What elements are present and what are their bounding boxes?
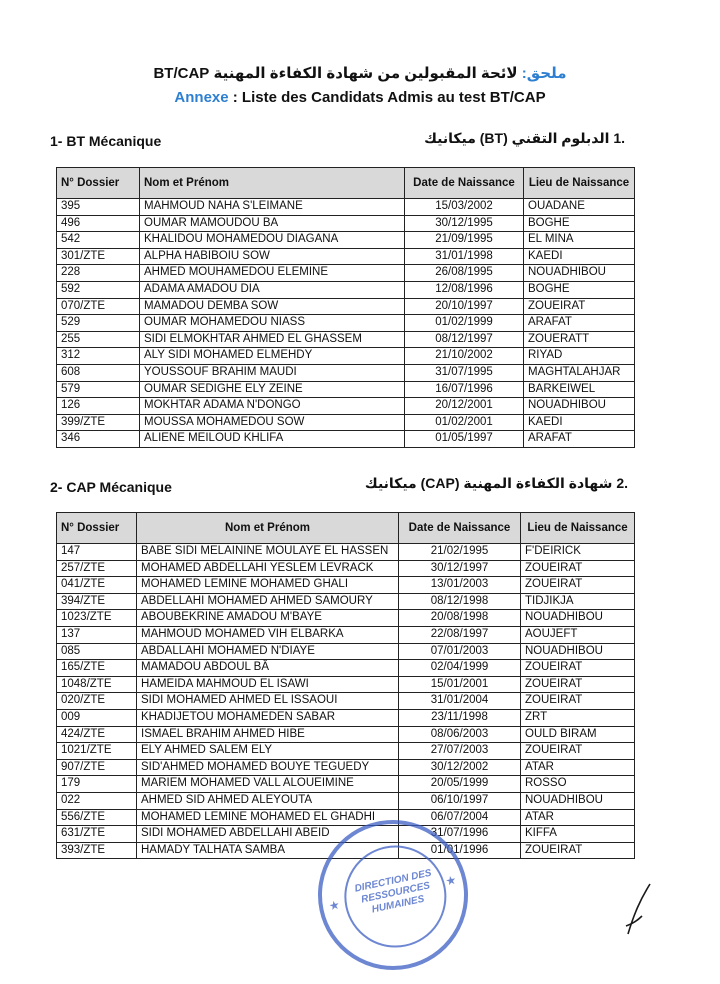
title-french-prefix: Annexe [174,89,229,106]
cell-dossier: 257/ZTE [57,560,137,577]
cell-name: ISMAEL BRAHIM AHMED HIBE [137,726,399,743]
title-arabic-prefix: ملحق: [521,65,567,82]
cell-birthdate: 08/06/2003 [399,726,521,743]
cell-dossier: 179 [57,776,137,793]
cell-name: MOKHTAR ADAMA N'DONGO [140,398,405,415]
table-header-row [57,513,635,544]
title-arabic [0,64,720,82]
table-row [57,610,635,627]
table-row [57,414,635,431]
cell-name: ALIENE MEILOUD KHLIFA [140,431,405,448]
cell-birthplace: ROSSO [521,776,635,793]
cell-birthdate: 26/08/1995 [405,265,524,282]
cell-dossier: 085 [57,643,137,660]
cell-dossier: 312 [57,348,140,365]
cell-dossier: 255 [57,331,140,348]
cell-birthdate: 20/08/1998 [399,610,521,627]
stamp-star-icon: ★ [327,897,341,914]
cell-name: MOHAMED LEMINE MOHAMED EL GHADHI [137,809,399,826]
col-header-dossier: N° Dossier [57,513,137,544]
cell-dossier: 395 [57,199,140,216]
cell-birthdate: 20/12/2001 [405,398,524,415]
cell-dossier: 529 [57,315,140,332]
cell-birthdate: 31/01/1998 [405,248,524,265]
table-row [57,577,635,594]
col-header-name: Nom et Prénom [140,168,405,199]
section1-heading-fr: 1- BT Mécanique [50,133,162,149]
cell-name: MOUSSA MOHAMEDOU SOW [140,414,405,431]
cell-birthplace: NOUADHIBOU [521,643,635,660]
table-row [57,560,635,577]
table-row [57,743,635,760]
cell-dossier: 009 [57,709,137,726]
cell-dossier: 022 [57,792,137,809]
cell-name: ABOUBEKRINE AMADOU M'BAYE [137,610,399,627]
table-row [57,431,635,448]
table-row [57,298,635,315]
cell-name: ALY SIDI MOHAMED ELMEHDY [140,348,405,365]
cell-birthplace: OULD BIRAM [521,726,635,743]
section2-heading-ar: .2 شهادة الكفاءة المهنية (CAP) ميكانيك [364,475,628,491]
cell-birthdate: 16/07/1996 [405,381,524,398]
cell-birthplace: NOUADHIBOU [524,398,635,415]
col-header-birthplace: Lieu de Naissance [521,513,635,544]
cell-name: KHALIDOU MOHAMEDOU DIAGANA [140,232,405,249]
signature-mark [620,880,660,940]
table-row [57,776,635,793]
table-row [57,348,635,365]
cell-name: MAMADOU ABDOUL BÂ [137,660,399,677]
cell-birthplace: ZOUEIRAT [524,298,635,315]
cell-dossier: 070/ZTE [57,298,140,315]
cell-dossier: 137 [57,626,137,643]
table-row [57,248,635,265]
cell-dossier: 592 [57,281,140,298]
cell-birthplace: ZRT [521,709,635,726]
cell-birthplace: ATAR [521,809,635,826]
cell-dossier: 346 [57,431,140,448]
cell-dossier: 1048/ZTE [57,676,137,693]
cell-birthdate: 30/12/1995 [405,215,524,232]
cell-birthplace: NOUADHIBOU [524,265,635,282]
cell-dossier: 542 [57,232,140,249]
table-row [57,759,635,776]
cell-birthplace: ZOUEIRAT [521,693,635,710]
bt-candidates-table [56,167,635,448]
cell-birthdate: 13/01/2003 [399,577,521,594]
cell-dossier: 631/ZTE [57,826,137,843]
cell-birthplace: RIYAD [524,348,635,365]
cell-birthplace: OUADANE [524,199,635,216]
cell-birthdate: 06/07/2004 [399,809,521,826]
section1-heading-ar: .1 الدبلوم التقني (BT) ميكانيك [424,130,625,146]
table-row [57,693,635,710]
cell-name: AHMED MOUHAMEDOU ELEMINE [140,265,405,282]
cell-dossier: 165/ZTE [57,660,137,677]
cap-candidates-table [56,512,635,859]
cell-birthplace: ZOUERATT [524,331,635,348]
cell-name: SIDI MOHAMED ABDELLAHI ABEID [137,826,399,843]
cell-birthplace: BOGHE [524,281,635,298]
cell-birthdate: 08/12/1998 [399,593,521,610]
cell-name: YOUSSOUF BRAHIM MAUDI [140,364,405,381]
cell-name: MAHMOUD MOHAMED VIH ELBARKA [137,626,399,643]
cell-dossier: 907/ZTE [57,759,137,776]
cell-dossier: 301/ZTE [57,248,140,265]
title-french-text: : Liste des Candidats Admis au test BT/CAP [228,89,546,106]
col-header-birthdate: Date de Naissance [399,513,521,544]
table-row [57,726,635,743]
cell-birthdate: 08/12/1997 [405,331,524,348]
cell-birthdate: 31/01/2004 [399,693,521,710]
table-row [57,199,635,216]
section2-heading-fr: 2- CAP Mécanique [50,479,172,495]
cell-birthplace: BARKEIWEL [524,381,635,398]
cell-name: ALPHA HABIBOIU SOW [140,248,405,265]
col-header-birthdate: Date de Naissance [405,168,524,199]
cell-dossier: 1023/ZTE [57,610,137,627]
cell-name: OUMAR MOHAMEDOU NIASS [140,315,405,332]
cell-name: AHMED SID AHMED ALEYOUTA [137,792,399,809]
cell-dossier: 020/ZTE [57,693,137,710]
cell-dossier: 424/ZTE [57,726,137,743]
cell-dossier: 394/ZTE [57,593,137,610]
cell-birthdate: 21/10/2002 [405,348,524,365]
cell-birthplace: NOUADHIBOU [521,610,635,627]
cell-birthdate: 22/08/1997 [399,626,521,643]
cell-dossier: 579 [57,381,140,398]
table-row [57,281,635,298]
table-header-row [57,168,635,199]
title-french [0,89,720,106]
cell-birthplace: ZOUEIRAT [521,660,635,677]
cell-dossier: 556/ZTE [57,809,137,826]
cell-dossier: 041/ZTE [57,577,137,594]
table-row [57,660,635,677]
cell-birthplace: KAEDI [524,414,635,431]
cell-birthplace: ATAR [521,759,635,776]
cell-name: HAMADY TALHATA SAMBA [137,842,399,859]
cell-name: SID'AHMED MOHAMED BOUYE TEGUEDY [137,759,399,776]
table-row [57,398,635,415]
cell-birthdate: 20/10/1997 [405,298,524,315]
table-row [57,232,635,249]
cell-birthdate: 15/01/2001 [399,676,521,693]
table-row [57,626,635,643]
cell-birthplace: ARAFAT [524,431,635,448]
cell-birthdate: 30/12/2002 [399,759,521,776]
cell-name: MAHMOUD NAHA S'LEIMANE [140,199,405,216]
cell-birthplace: F'DEIRICK [521,544,635,561]
table-row [57,315,635,332]
stamp-text: DIRECTION DES RESSOURCES HUMAINES [353,867,433,916]
table-row [57,331,635,348]
cell-name: SIDI MOHAMED AHMED EL ISSAOUI [137,693,399,710]
cell-name: MOHAMED ABDELLAHI YESLEM LEVRACK [137,560,399,577]
table-row [57,381,635,398]
cell-dossier: 147 [57,544,137,561]
cell-birthplace: KAEDI [524,248,635,265]
cell-birthdate: 02/04/1999 [399,660,521,677]
cell-birthdate: 15/03/2002 [405,199,524,216]
stamp-star-icon: ★ [444,872,458,889]
cell-name: MARIEM MOHAMED VALL ALOUEIMINE [137,776,399,793]
cell-birthdate: 21/09/1995 [405,232,524,249]
table-row [57,544,635,561]
cell-name: ADAMA AMADOU DIA [140,281,405,298]
cell-name: BABE SIDI MELAININE MOULAYE EL HASSEN [137,544,399,561]
cell-birthdate: 12/08/1996 [405,281,524,298]
cell-birthplace: ZOUEIRAT [521,842,635,859]
col-header-name: Nom et Prénom [137,513,399,544]
cell-dossier: 496 [57,215,140,232]
table-row [57,364,635,381]
col-header-dossier: N° Dossier [57,168,140,199]
cell-birthdate: 01/02/2001 [405,414,524,431]
cell-birthdate: 31/07/1996 [399,826,521,843]
cell-birthplace: ARAFAT [524,315,635,332]
cell-birthdate: 23/11/1998 [399,709,521,726]
table-row [57,593,635,610]
cell-name: MOHAMED LEMINE MOHAMED GHALI [137,577,399,594]
cell-birthplace: ZOUEIRAT [521,577,635,594]
cell-name: ABDELLAHI MOHAMED AHMED SAMOURY [137,593,399,610]
cell-birthplace: BOGHE [524,215,635,232]
cell-birthplace: NOUADHIBOU [521,792,635,809]
cell-name: MAMADOU DEMBA SOW [140,298,405,315]
cell-dossier: 393/ZTE [57,842,137,859]
cell-birthdate: 01/05/1997 [405,431,524,448]
table-row [57,809,635,826]
cell-birthplace: AOUJEFT [521,626,635,643]
cell-birthplace: EL MINA [524,232,635,249]
cell-birthdate: 07/01/2003 [399,643,521,660]
cell-birthplace: KIFFA [521,826,635,843]
table-row [57,676,635,693]
cell-birthdate: 01/01/1996 [399,842,521,859]
cell-birthplace: TIDJIKJA [521,593,635,610]
table-row [57,792,635,809]
cell-birthdate: 20/05/1999 [399,776,521,793]
cell-birthplace: ZOUEIRAT [521,676,635,693]
cell-birthplace: ZOUEIRAT [521,560,635,577]
cell-dossier: 126 [57,398,140,415]
table-row [57,215,635,232]
cell-birthplace: ZOUEIRAT [521,743,635,760]
cell-name: OUMAR SEDIGHE ELY ZEINE [140,381,405,398]
cell-name: KHADIJETOU MOHAMEDEN SABAR [137,709,399,726]
cell-birthplace: MAGHTALAHJAR [524,364,635,381]
cell-dossier: 608 [57,364,140,381]
cell-dossier: 1021/ZTE [57,743,137,760]
cell-birthdate: 01/02/1999 [405,315,524,332]
cell-name: ELY AHMED SALEM ELY [137,743,399,760]
table-row [57,265,635,282]
cell-name: OUMAR MAMOUDOU BA [140,215,405,232]
table-row [57,709,635,726]
cell-name: SIDI ELMOKHTAR AHMED EL GHASSEM [140,331,405,348]
cell-name: ABDALLAHI MOHAMED N'DIAYE [137,643,399,660]
cell-birthdate: 27/07/2003 [399,743,521,760]
col-header-birthplace: Lieu de Naissance [524,168,635,199]
cell-birthdate: 31/07/1995 [405,364,524,381]
cell-dossier: 228 [57,265,140,282]
cell-dossier: 399/ZTE [57,414,140,431]
cell-birthdate: 06/10/1997 [399,792,521,809]
cell-name: HAMEIDA MAHMOUD EL ISAWI [137,676,399,693]
cell-birthdate: 21/02/1995 [399,544,521,561]
cell-birthdate: 30/12/1997 [399,560,521,577]
table-row [57,643,635,660]
title-arabic-text: لائحة المقبولين من شهادة الكفاءة المهنية BT/CAP [153,65,518,82]
